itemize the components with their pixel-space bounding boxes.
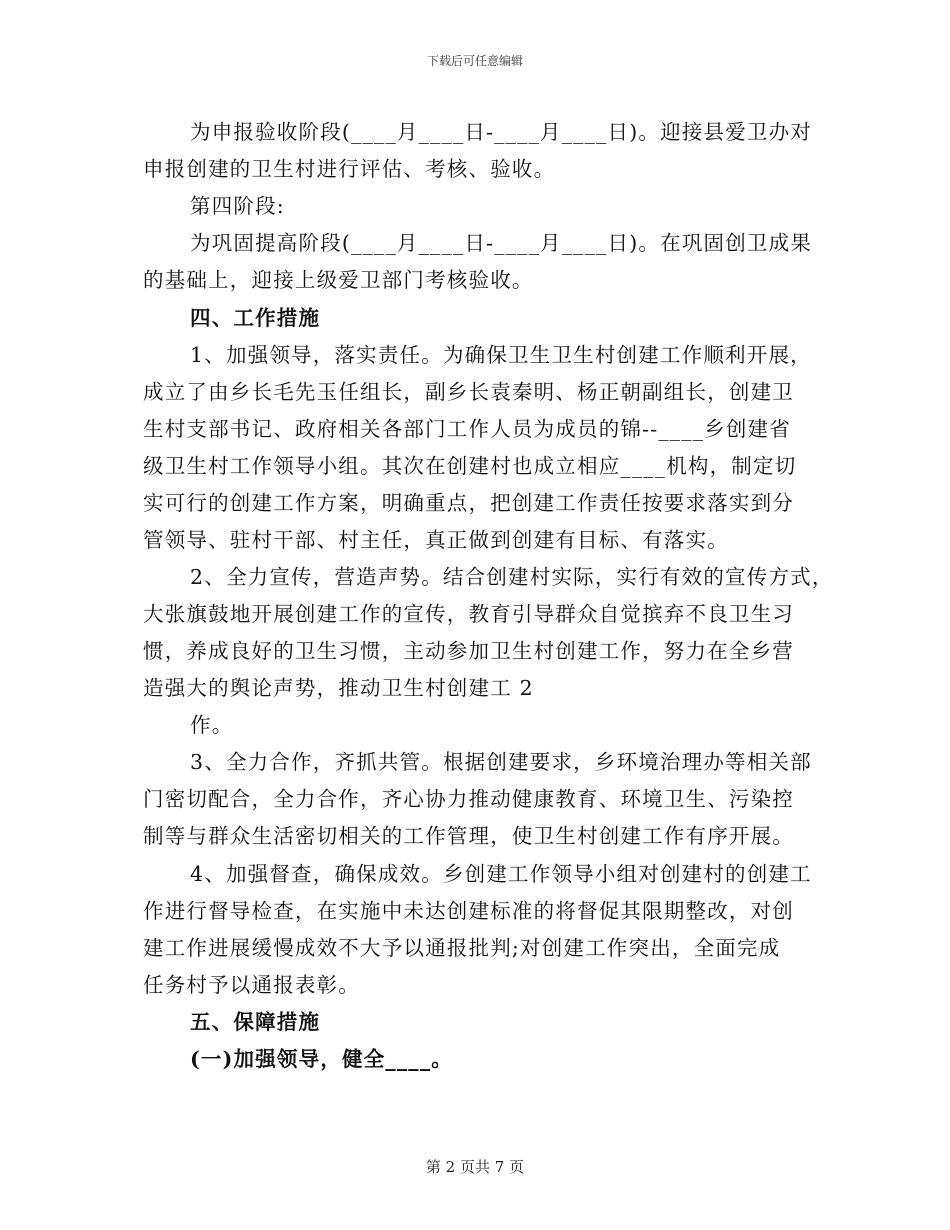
paragraph-line: 大张旗鼓地开展创建工作的宣传，教育引导群众自觉摈弃不良卫生习 bbox=[143, 602, 794, 626]
paragraph-line: 作。 bbox=[190, 713, 234, 737]
paragraph-line: 4、加强督查，确保成效。乡创建工作领导小组对创建村的创建工 bbox=[190, 862, 812, 886]
paragraph-line: 的基础上，迎接上级爱卫部门考核验收。 bbox=[143, 268, 534, 292]
paragraph-line: 作进行督导检查，在实施中未达创建标准的将督促其限期整改，对创 bbox=[143, 899, 794, 923]
section-heading: 五、保障措施 bbox=[190, 1010, 321, 1034]
paragraph-line: 生村支部书记、政府相关各部门工作人员为成员的锦--____乡创建省 bbox=[143, 417, 791, 441]
paragraph-line: 2、全力宣传，营造声势。结合创建村实际，实行有效的宣传方式， bbox=[190, 565, 834, 589]
paragraph-line: 为巩固提高阶段(____月____日-____月____日)。在巩固创卫成果 bbox=[190, 231, 813, 255]
paragraph-line: 制等与群众生活密切相关的工作管理，使卫生村创建工作有序开展。 bbox=[143, 824, 794, 848]
paragraph-line: 管领导、驻村干部、村主任，真正做到创建有目标、有落实。 bbox=[143, 528, 729, 552]
paragraph-line: 成立了由乡长毛先玉任组长，副乡长袁秦明、杨正朝副组长，创建卫 bbox=[143, 380, 794, 404]
paragraph-line: 门密切配合，全力合作，齐心协力推动健康教育、环境卫生、污染控 bbox=[143, 787, 794, 811]
paragraph-line: 第四阶段: bbox=[190, 194, 285, 218]
subsection-heading: (一)加强领导，健全____。 bbox=[190, 1047, 453, 1071]
paragraph-line: 任务村予以通报表彰。 bbox=[143, 973, 360, 997]
paragraph-line: 1、加强领导，落实责任。为确保卫生卫生村创建工作顺利开展， bbox=[190, 343, 812, 367]
paragraph-line: 惯，养成良好的卫生习惯，主动参加卫生村创建工作，努力在全乡营 bbox=[143, 639, 794, 663]
page-header: 下载后可任意编辑 bbox=[426, 54, 523, 68]
paragraph-line: 造强大的舆论声势，推动卫生村创建工 2 bbox=[143, 676, 534, 700]
page-footer: 第 2 页共 7 页 bbox=[425, 1158, 525, 1176]
paragraph-line: 3、全力合作，齐抓共管。根据创建要求，乡环境治理办等相关部 bbox=[190, 750, 812, 774]
section-heading: 四、工作措施 bbox=[190, 306, 321, 330]
paragraph-line: 为申报验收阶段(____月____日-____月____日)。迎接县爱卫办对 bbox=[190, 120, 813, 144]
paragraph-line: 申报创建的卫生村进行评估、考核、验收。 bbox=[143, 157, 556, 181]
paragraph-line: 实可行的创建工作方案，明确重点，把创建工作责任按要求落实到分 bbox=[143, 491, 794, 515]
paragraph-line: 级卫生村工作领导小组。其次在创建村也成立相应____机构，制定切 bbox=[143, 454, 797, 478]
paragraph-line: 建工作进展缓慢成效不大予以通报批判;对创建工作突出，全面完成 bbox=[143, 936, 781, 960]
